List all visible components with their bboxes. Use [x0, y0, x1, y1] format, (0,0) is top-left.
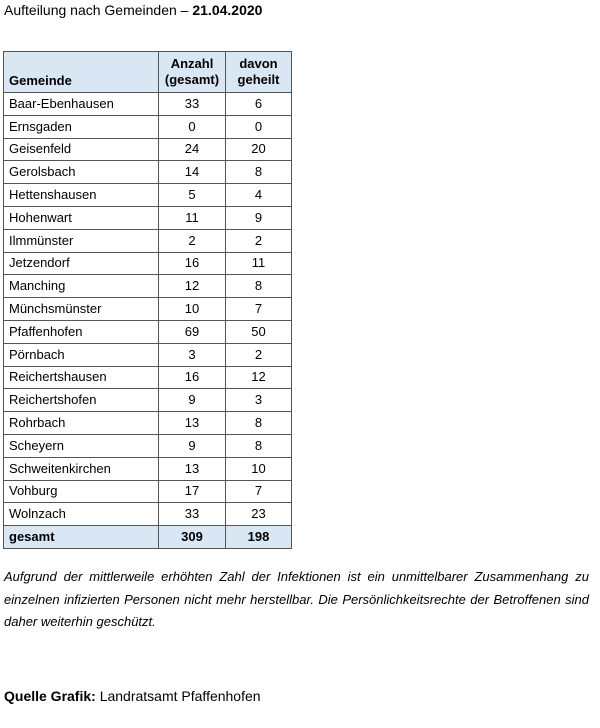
cell-geheilt: 4	[226, 184, 292, 207]
cell-geheilt: 8	[226, 412, 292, 435]
cell-anzahl: 9	[159, 389, 226, 412]
cell-anzahl: 13	[159, 457, 226, 480]
cell-gemeinde: Gerolsbach	[4, 161, 159, 184]
cell-geheilt: 8	[226, 434, 292, 457]
cell-gemeinde: Münchsmünster	[4, 298, 159, 321]
source-value: Landratsamt Pfaffenhofen	[99, 688, 261, 704]
cell-anzahl: 17	[159, 480, 226, 503]
cell-gemeinde: Rohrbach	[4, 412, 159, 435]
cell-geheilt: 0	[226, 115, 292, 138]
table-row	[4, 412, 292, 435]
page-heading	[4, 0, 262, 20]
header-geheilt-line1: davon	[239, 56, 278, 71]
cell-geheilt: 50	[226, 320, 292, 343]
cell-anzahl: 12	[159, 275, 226, 298]
cell-anzahl: 33	[159, 93, 226, 116]
cell-gemeinde: Reichertshofen	[4, 389, 159, 412]
table-row	[4, 275, 292, 298]
cell-geheilt: 2	[226, 229, 292, 252]
header-geheilt	[226, 52, 292, 93]
cell-geheilt: 12	[226, 366, 292, 389]
cell-geheilt: 8	[226, 275, 292, 298]
cell-gemeinde: Wolnzach	[4, 503, 159, 526]
cell-anzahl: 13	[159, 412, 226, 435]
header-anzahl-line2: (gesamt)	[164, 72, 220, 87]
cell-geheilt: 3	[226, 389, 292, 412]
total-count: 309	[159, 526, 226, 549]
table-row	[4, 161, 292, 184]
cell-anzahl: 16	[159, 252, 226, 275]
table-row	[4, 229, 292, 252]
cell-anzahl: 24	[159, 138, 226, 161]
table-header-row	[4, 52, 292, 93]
cell-anzahl: 69	[159, 320, 226, 343]
cell-anzahl: 14	[159, 161, 226, 184]
cell-gemeinde: Ernsgaden	[4, 115, 159, 138]
header-anzahl	[159, 52, 226, 93]
header-geheilt-line2: geheilt	[237, 72, 280, 87]
cell-geheilt: 23	[226, 503, 292, 526]
cell-gemeinde: Jetzendorf	[4, 252, 159, 275]
table-row	[4, 93, 292, 116]
cell-gemeinde: Reichertshausen	[4, 366, 159, 389]
cell-anzahl: 9	[159, 434, 226, 457]
table-body	[4, 93, 292, 526]
table-row	[4, 434, 292, 457]
cell-gemeinde: Hettenshausen	[4, 184, 159, 207]
header-gemeinde: Gemeinde	[4, 52, 159, 93]
source-line	[4, 686, 261, 706]
total-label: gesamt	[4, 526, 159, 549]
cell-geheilt: 8	[226, 161, 292, 184]
cell-geheilt: 6	[226, 93, 292, 116]
cell-geheilt: 20	[226, 138, 292, 161]
municipality-table	[3, 51, 292, 549]
table-row	[4, 184, 292, 207]
cell-anzahl: 3	[159, 343, 226, 366]
heading-date: 21.04.2020	[192, 2, 263, 18]
cell-gemeinde: Vohburg	[4, 480, 159, 503]
table-row	[4, 457, 292, 480]
cell-gemeinde: Pfaffenhofen	[4, 320, 159, 343]
table-row	[4, 503, 292, 526]
cell-gemeinde: Manching	[4, 275, 159, 298]
cell-anzahl: 0	[159, 115, 226, 138]
cell-geheilt: 10	[226, 457, 292, 480]
cell-geheilt: 7	[226, 480, 292, 503]
privacy-note: Aufgrund der mittlerweile erhöhten Zahl der Infektionen ist ein unmittelbarer Zusammenhang zu einzelnen infizierten Personen nicht mehr herstellbar. Die Persönlichkeitsrechte der Betroffenen sind daher weiterhin geschützt.	[4, 569, 589, 629]
table-total-row	[4, 526, 292, 549]
cell-anzahl: 33	[159, 503, 226, 526]
cell-gemeinde: Scheyern	[4, 434, 159, 457]
source-label: Quelle Grafik:	[4, 688, 96, 704]
cell-gemeinde: Pörnbach	[4, 343, 159, 366]
heading-text: Aufteilung nach Gemeinden –	[4, 2, 189, 18]
table-row	[4, 320, 292, 343]
table-row	[4, 389, 292, 412]
cell-gemeinde: Baar-Ebenhausen	[4, 93, 159, 116]
cell-gemeinde: Ilmmünster	[4, 229, 159, 252]
cell-gemeinde: Geisenfeld	[4, 138, 159, 161]
table-row	[4, 252, 292, 275]
table-row	[4, 366, 292, 389]
cell-anzahl: 5	[159, 184, 226, 207]
cell-geheilt: 2	[226, 343, 292, 366]
total-healed: 198	[226, 526, 292, 549]
cell-anzahl: 16	[159, 366, 226, 389]
table-row	[4, 115, 292, 138]
table-row	[4, 138, 292, 161]
cell-anzahl: 10	[159, 298, 226, 321]
cell-anzahl: 2	[159, 229, 226, 252]
cell-gemeinde: Schweitenkirchen	[4, 457, 159, 480]
header-anzahl-line1: Anzahl	[170, 56, 214, 71]
table-row	[4, 343, 292, 366]
cell-anzahl: 11	[159, 206, 226, 229]
cell-gemeinde: Hohenwart	[4, 206, 159, 229]
cell-geheilt: 11	[226, 252, 292, 275]
cell-geheilt: 9	[226, 206, 292, 229]
table-row	[4, 206, 292, 229]
cell-geheilt: 7	[226, 298, 292, 321]
table-row	[4, 298, 292, 321]
table-row	[4, 480, 292, 503]
